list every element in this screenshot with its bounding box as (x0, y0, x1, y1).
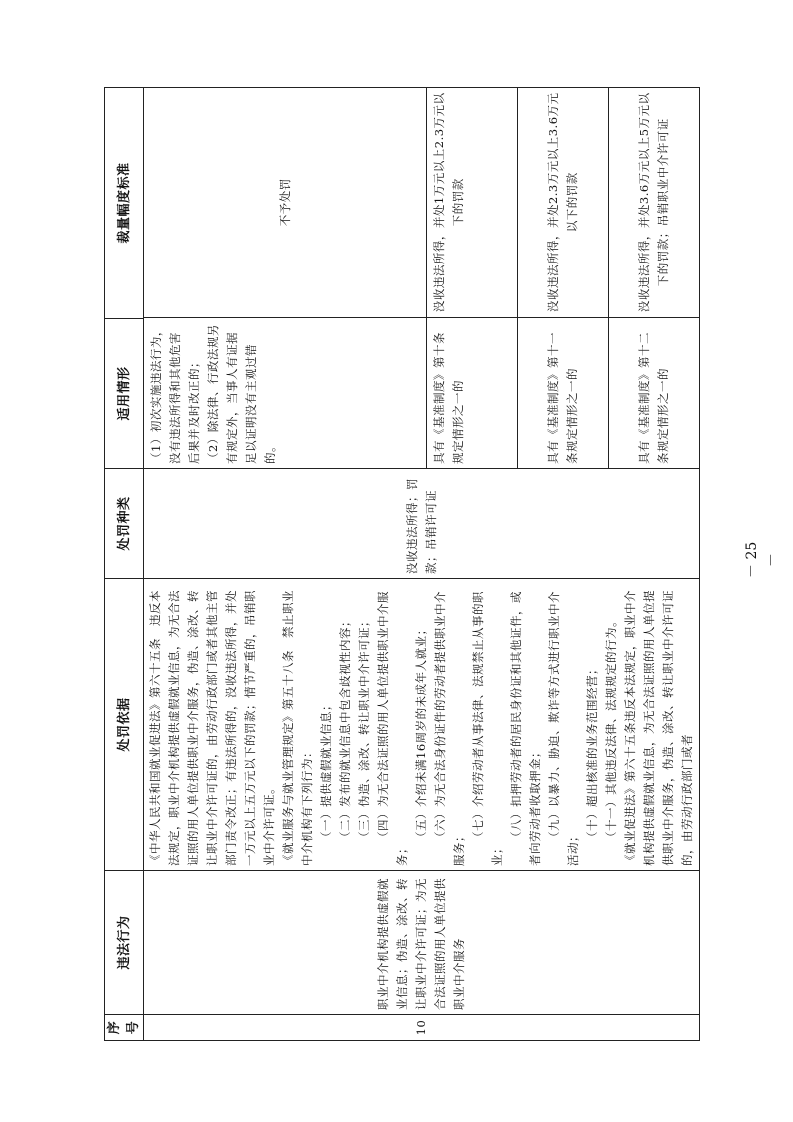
sub-row-no-penalty (144, 87, 427, 468)
circumstance-cell (609, 318, 699, 468)
violation-cell: 职业中介机构提供虚假就业信息；伪造、涂改、转让职业中介许可证；为无合法证照的用人单位提供职业中介服务 (144, 871, 700, 1015)
basis-item: （十一）其他违反法律、法规规定的行为。 (604, 615, 618, 843)
basis-item: （十）超出核准的业务范围经营； (585, 663, 599, 843)
basis-paragraph: 《中华人民共和国就业促进法》第六十五条 违反本法规定，职业中介机构提供虚假就业信息，为无合法证照的用人单位提供职业中介服务，伪造、涂改、转让职业中介许可证的，由劳动行政部门或者其他主管部门责令改正；有违法所得的，没收违法所得，并处一万元以上五万元以下的罚款；情节严重的，吊销职业中介许可证。 (148, 590, 276, 866)
circumstance-cell (427, 318, 518, 468)
sub-rows-cell (144, 88, 700, 469)
header-basis: 处罚依据 (105, 579, 144, 871)
basis-item: （三）伪造、涂改、转让职业中介许可证； (357, 615, 371, 843)
basis-item: （六）为无合法身份证件的劳动者提供职业中介服务； (433, 591, 466, 866)
basis-item: （四）为无合法证照的用人单位提供职业中介服务； (376, 591, 409, 866)
circumstance-text: 具有《基准制度》第十条规定情形之一的 (432, 332, 466, 464)
standard-cell: 没收违法所得，并处3.6万元以上5万元以下的罚款；吊销职业中介许可证 (637, 92, 671, 313)
basis-item: （二）发布的就业信息中包含歧视性内容； (338, 615, 352, 843)
sub-row-light (427, 87, 518, 468)
circumstance-text: （2）除法律、行政法规另有规定外，当事人有证据足以证明没有主观过错的。 (206, 324, 277, 464)
header-circumstance: 适用情形 (105, 319, 144, 469)
standard-cell: 没收违法所得，并处2.3万元以上3.6万元以下的罚款 (518, 87, 609, 318)
basis-item: （七）介绍劳动者从事法律、法规禁止从事的职业； (471, 591, 504, 866)
header-seq: 序号 (105, 1015, 144, 1041)
basis-item: （一）提供虚假就业信息； (319, 699, 333, 843)
rotated-table-frame (104, 88, 694, 1041)
seq-cell: 10 (144, 1015, 700, 1041)
header-violation: 违法行为 (105, 871, 144, 1015)
circumstance-text: 具有《基准制度》第十一条规定情形之一的 (546, 332, 580, 464)
circumstance-cell (518, 318, 609, 468)
basis-item: （八）扣押劳动者的居民身份证和其他证件，或者向劳动者收取押金； (509, 591, 542, 866)
penalty-type-cell: 没收违法所得；罚款；吊销许可证 (144, 469, 700, 579)
basis-paragraph: 《就业促进法》第六十五条违反本法规定，职业中介机构提供虚假就业信息，为无合法证照的用人单位提供职业中介服务，伪造、涂改、转让职业中介许可证的，由劳动行政部门或者 (623, 590, 694, 866)
basis-paragraph: 《就业服务与就业管理规定》第五十八条 禁止职业中介机构有下列行为： (281, 590, 314, 866)
penalty-standard-table (104, 87, 700, 1041)
header-standard: 裁量幅度标准 (105, 88, 144, 319)
standard-cell: 没收违法所得，并处1万元以上2.3万元以下的罚款 (427, 87, 518, 318)
standard-cell: 不予处罚 (144, 87, 427, 318)
basis-cell (144, 579, 700, 871)
sub-rows-table (144, 87, 699, 468)
sub-row-severe (609, 87, 699, 468)
header-penalty-type: 处罚种类 (105, 469, 144, 579)
circumstance-text: 具有《基准制度》第十二条规定情形之一的 (637, 332, 671, 464)
table-row (144, 88, 700, 1041)
basis-item: （五）介绍未满16周岁的未成年人就业； (414, 623, 428, 843)
basis-item: （九）以暴力、胁迫、欺诈等方式进行职业中介活动； (547, 591, 580, 866)
circumstance-cell (144, 318, 427, 468)
sub-row-general (518, 87, 609, 468)
header-row (105, 88, 144, 1041)
circumstance-text: （1）初次实施违法行为，没有违法所得和其他危害后果并及时改正的； (149, 324, 201, 464)
page-number: － 25 － (744, 541, 780, 579)
